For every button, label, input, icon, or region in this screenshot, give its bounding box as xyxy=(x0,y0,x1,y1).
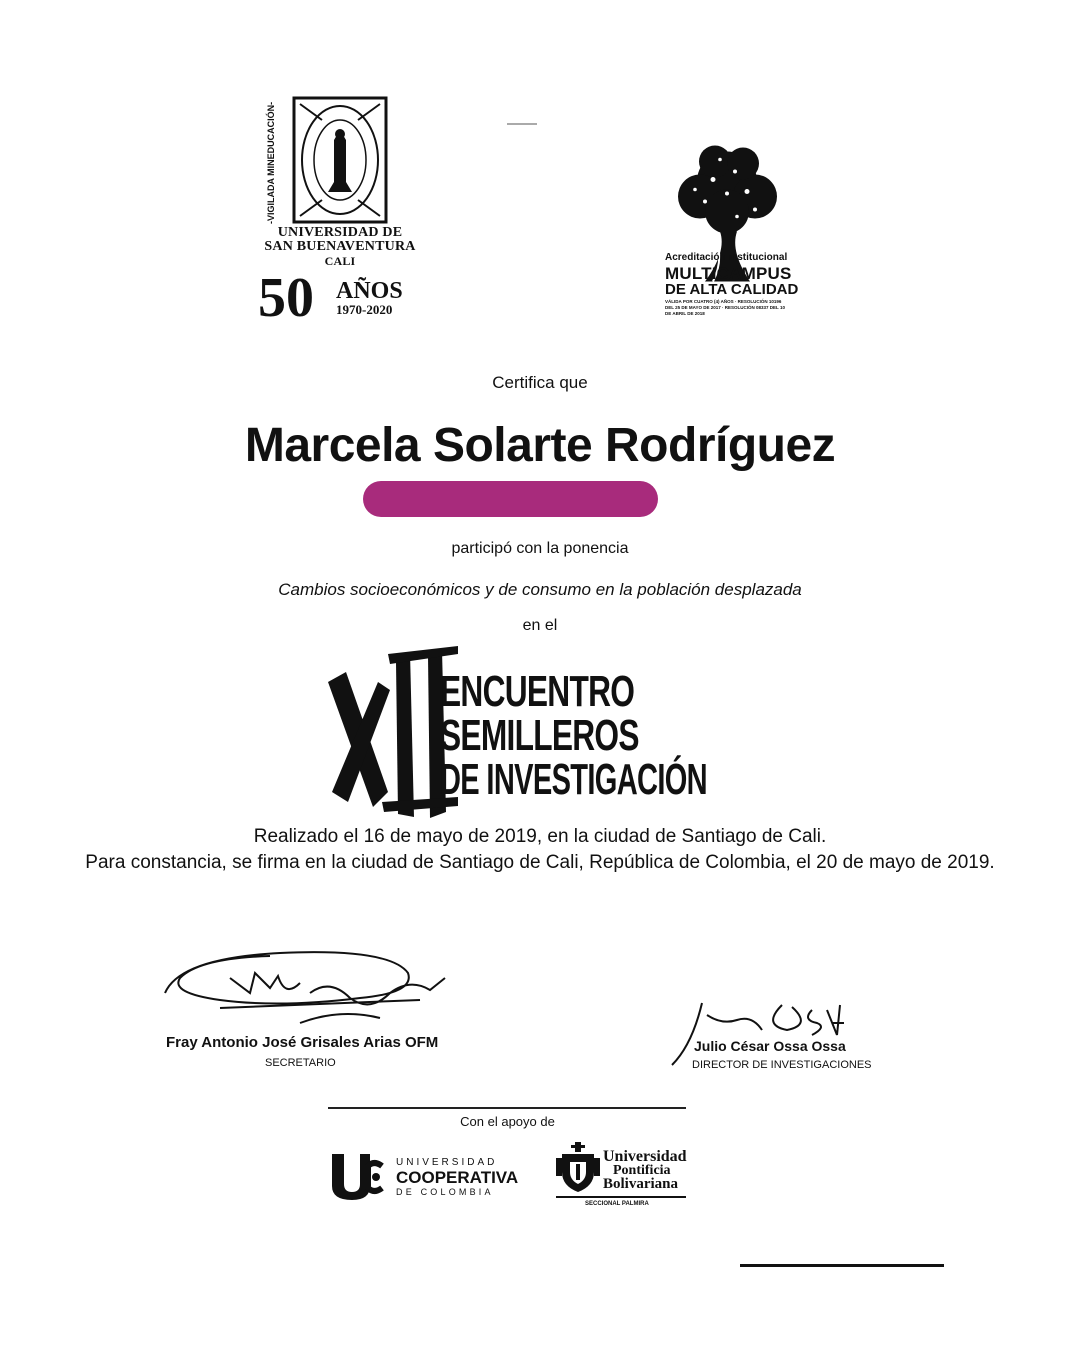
ucc-name-line1: UNIVERSIDAD xyxy=(396,1157,498,1168)
usb-name-line3: CALI xyxy=(324,254,356,268)
certifica-label: Certifica que xyxy=(492,373,588,392)
usb-name-line2: SAN BUENAVENTURA xyxy=(264,239,416,254)
usb-name-line1: UNIVERSIDAD DE xyxy=(277,225,403,240)
usb-name xyxy=(255,226,425,268)
upb-name-line3: Bolivariana xyxy=(603,1176,679,1192)
usb-seal-logo xyxy=(292,96,388,224)
en-el-label: en el xyxy=(522,617,558,634)
redaction-bar xyxy=(363,481,658,517)
event-title-line1: ENCUENTRO xyxy=(440,667,635,716)
accreditation-line1: Acreditación institucional xyxy=(665,252,788,263)
director-role: DIRECTOR DE INVESTIGACIONES xyxy=(692,1059,872,1071)
usb-anniversary-years: 1970-2020 xyxy=(336,302,393,317)
event-title-line3: DE INVESTIGACIÓN xyxy=(440,755,707,804)
scan-edge-line xyxy=(740,1264,944,1267)
accreditation-line3: DE ALTA CALIDAD xyxy=(665,281,799,298)
director-name: Julio César Ossa Ossa xyxy=(694,1038,846,1054)
recipient-name: Marcela Solarte Rodríguez xyxy=(244,419,836,472)
secretary-signature xyxy=(160,938,455,1038)
event-title-line2: SEMILLEROS xyxy=(440,711,639,760)
accreditation-line2: MULTICAMPUS xyxy=(665,264,792,283)
footer-divider xyxy=(328,1107,686,1109)
realization-statement: Realizado el 16 de mayo de 2019, en la ciudad de Santiago de Cali. xyxy=(253,826,827,847)
ucc-logo-mark xyxy=(330,1152,384,1202)
usb-anniversary-word: AÑOS xyxy=(336,278,403,304)
accreditation-resolutions: VÁLIDA POR CUATRO (4) AÑOS · RESOLUCIÓN 10196 DEL 25 DE MAYO DE 2017 · RESOLUCIÓN 08337 DEL 10 DE ABRIL DE 2018 xyxy=(665,299,785,316)
usb-anniversary-number: 50 xyxy=(258,267,314,329)
secretary-role: SECRETARIO xyxy=(265,1057,336,1069)
upb-name-line2: Pontificia xyxy=(613,1163,671,1178)
presentation-title: Cambios socioeconómicos y de consumo en la población desplazada xyxy=(278,580,802,599)
upb-crest-logo xyxy=(556,1142,600,1194)
participation-label: participó con la ponencia xyxy=(451,540,629,557)
upb-name-line1: Universidad xyxy=(603,1148,687,1165)
upb-seccional: SECCIONAL PALMIRA xyxy=(585,1201,649,1207)
scan-mark xyxy=(507,123,537,125)
ucc-name-line2: COOPERATIVA xyxy=(396,1168,519,1187)
ucc-name-line3: DE COLOMBIA xyxy=(396,1187,494,1197)
signing-statement: Para constancia, se firma en la ciudad de Santiago de Cali, República de Colombia, el 20 de mayo de 2019. xyxy=(85,852,995,873)
secretary-name: Fray Antonio José Grisales Arias OFM xyxy=(166,1034,439,1051)
usb-vertical-text xyxy=(262,96,286,226)
upb-underline xyxy=(556,1196,686,1198)
support-label: Con el apoyo de xyxy=(460,1114,555,1129)
usb-vigilada-label: -VIGILADA MINEDUCACIÓN- xyxy=(266,101,276,224)
